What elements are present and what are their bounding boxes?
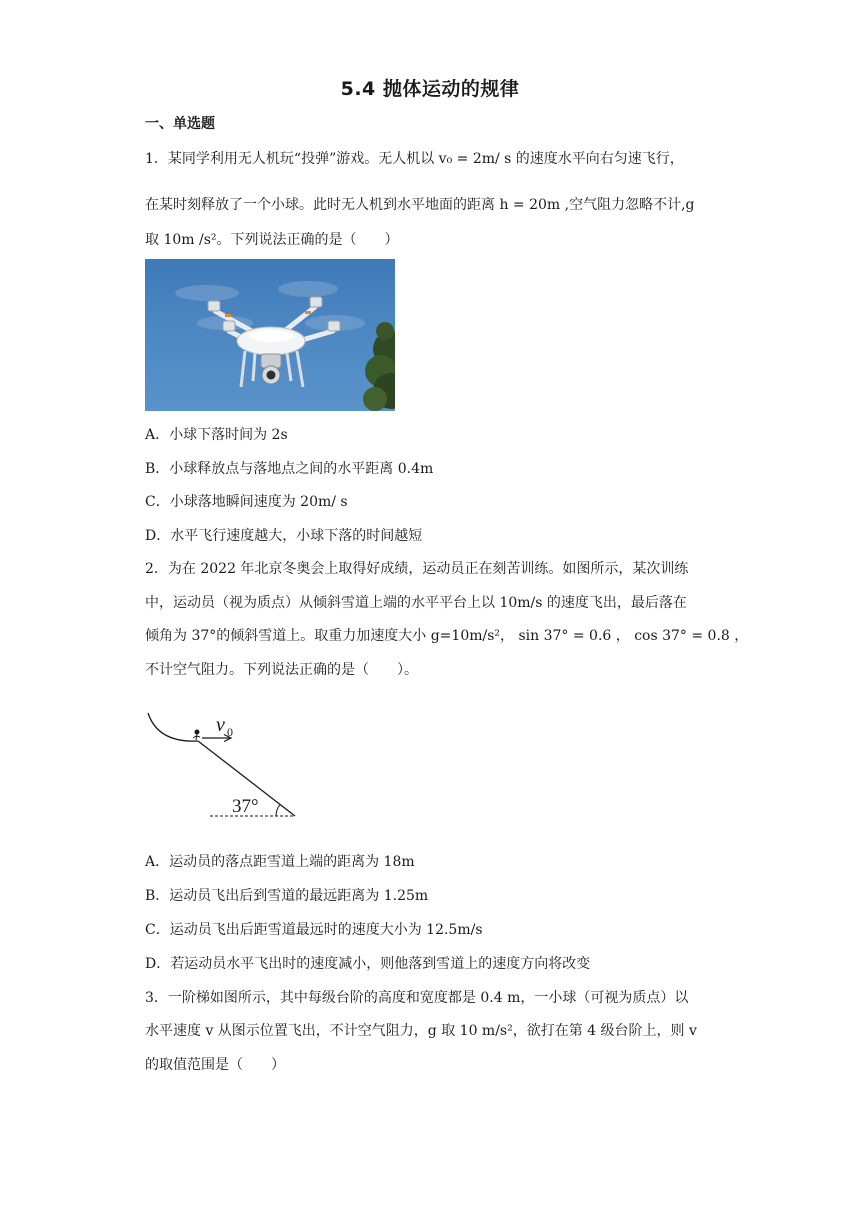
q2-text-line-2: 中，运动员（视为质点）从倾斜雪道上端的水平平台上以 10m/s 的速度飞出，最后落在 xyxy=(145,595,687,611)
q1-text-line-3: 取 10m /s²。下列说法正确的是（ ） xyxy=(145,232,399,248)
angle-label: 37° xyxy=(232,796,259,817)
q3-text-line-3: 的取值范围是（ ） xyxy=(145,1057,285,1073)
q2-option-a: A．运动员的落点距雪道上端的距离为 18m xyxy=(145,854,415,870)
page-title: 5.4 抛体运动的规律 xyxy=(340,78,520,100)
q2-option-c: C．运动员飞出后距雪道最远时的速度大小为 12.5m/s xyxy=(145,922,483,938)
tree-foliage xyxy=(363,322,395,411)
velocity-label: v xyxy=(216,714,225,736)
q3-text-line-1: 3．一阶梯如图所示，其中每级台阶的高度和宽度都是 0.4 m，一小球（可视为质点）以 xyxy=(145,990,689,1006)
q2-text-line-4: 不计空气阻力。下列说法正确的是（ ）。 xyxy=(145,662,418,678)
velocity-subscript: 0 xyxy=(227,725,233,739)
q2-text-line-1: 2．为在 2022 年北京冬奥会上取得好成绩，运动员正在刻苦训练。如图所示，某次训练 xyxy=(145,561,689,577)
angle-arc xyxy=(276,805,280,816)
curved-ramp xyxy=(148,713,198,741)
q3-text-line-2: 水平速度 v 从图示位置飞出，不计空气阻力，g 取 10 m/s²，欲打在第 4 级台阶上，则 v xyxy=(145,1023,697,1039)
q2-text-line-3: 倾角为 37°的倾斜雪道上。取重力加速度大小 g=10m/s²， sin 37° = 0.6 ， cos 37° = 0.8 ， xyxy=(145,628,749,644)
q2-option-b: B．运动员飞出后到雪道的最远距离为 1.25m xyxy=(145,888,429,904)
drone-illustration xyxy=(145,259,395,411)
q1-option-d: D．水平飞行速度越大，小球下落的时间越短 xyxy=(145,528,423,544)
ski-slope-diagram xyxy=(140,705,310,825)
q1-text-line-2: 在某时刻释放了一个小球。此时无人机到水平地面的距离 h = 20m ,空气阻力忽略不计,g xyxy=(145,197,695,213)
q2-option-d: D．若运动员水平飞出时的速度减小，则他落到雪道上的速度方向将改变 xyxy=(145,956,591,972)
q1-option-a: A．小球下落时间为 2s xyxy=(145,427,288,443)
q1-option-c: C．小球落地瞬间速度为 20m/ s xyxy=(145,494,348,510)
skier-icon xyxy=(193,730,200,740)
q1-text-line-1: 1．某同学利用无人机玩“投弹”游戏。无人机以 v₀ = 2m/ s 的速度水平向右匀速飞行， xyxy=(145,151,684,167)
section-heading: 一、单选题 xyxy=(145,116,215,132)
q1-option-b: B．小球释放点与落地点之间的水平距离 0.4m xyxy=(145,461,434,477)
drone-photo xyxy=(145,259,395,411)
